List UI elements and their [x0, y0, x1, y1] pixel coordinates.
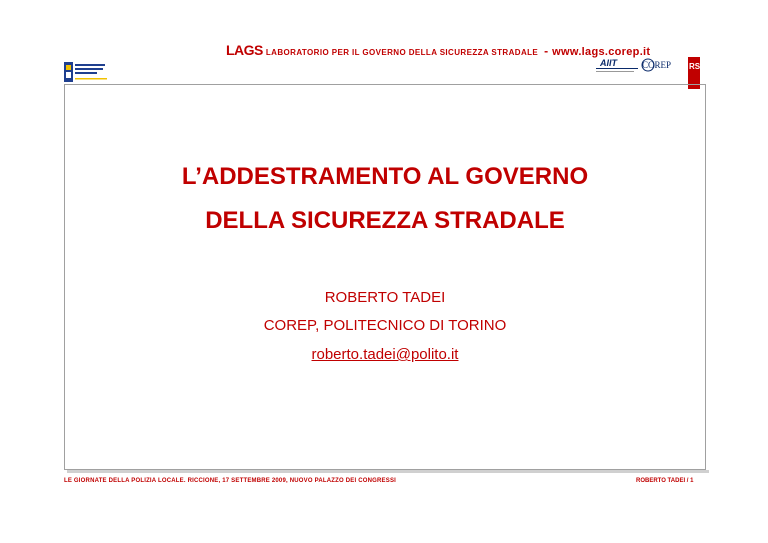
- header-text: [226, 42, 650, 58]
- svg-text:COREP: COREP: [642, 60, 672, 70]
- giornate-polizia-logo: [64, 62, 108, 82]
- header-subtitle: LABORATORIO PER IL GOVERNO DELLA SICUREZZA STRADALE: [265, 48, 539, 57]
- header-separator: -: [544, 44, 549, 58]
- footer-page: ROBERTO TADEI / 1: [636, 478, 694, 484]
- corep-logo: [642, 59, 671, 71]
- slide-frame: [64, 84, 706, 470]
- slide-title-line2: DELLA SICUREZZA STRADALE: [205, 207, 565, 234]
- footer-event: LE GIORNATE DELLA POLIZIA LOCALE. RICCIONE, 17 SETTEMBRE 2009, NUOVO PALAZZO DEI CONGRESSI: [64, 478, 397, 484]
- header-url-link[interactable]: www.lags.corep.it: [552, 46, 651, 58]
- author-affiliation: COREP, POLITECNICO DI TORINO: [263, 317, 507, 334]
- svg-text:AIIT: AIIT: [600, 58, 617, 68]
- brand-label: LAGS: [226, 42, 263, 58]
- author-name: ROBERTO TADEI: [324, 289, 446, 306]
- author-email-link[interactable]: roberto.tadei@polito.it: [311, 346, 459, 363]
- slide-title-line1: L’ADDESTRAMENTO AL GOVERNO: [181, 163, 589, 190]
- svg-text:RST: RST: [689, 62, 705, 71]
- aiit-logo: [596, 58, 638, 72]
